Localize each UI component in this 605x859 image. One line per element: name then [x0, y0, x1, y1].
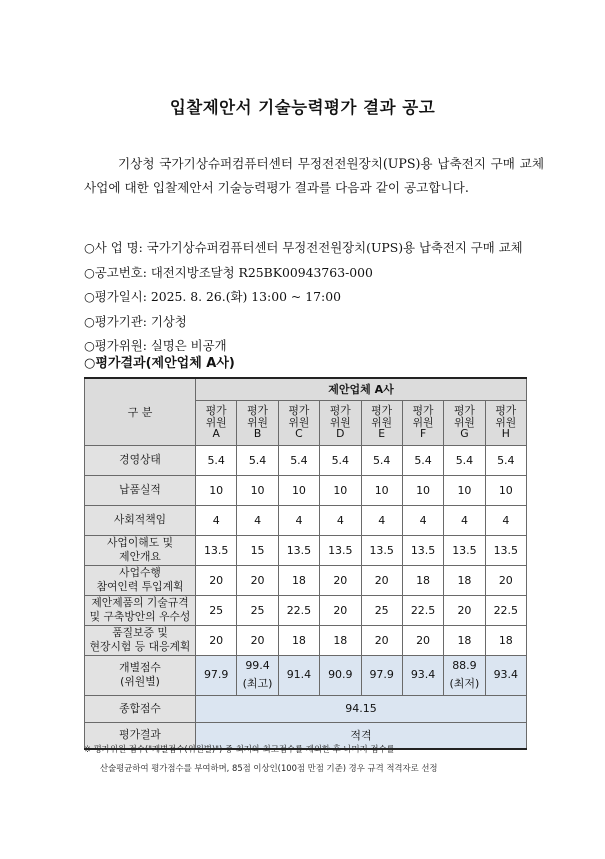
score-cell: 4 — [196, 505, 237, 535]
info-row-project — [84, 237, 523, 262]
info-label: ○평가기관: — [84, 313, 147, 329]
individual-score-row — [85, 655, 527, 695]
score-cell: 18 — [444, 565, 485, 595]
score-cell: 20 — [237, 565, 278, 595]
evaluation-result-label: 평가결과 — [85, 722, 196, 749]
individual-score-cell: 97.9 — [361, 655, 402, 695]
info-list — [84, 237, 523, 360]
document-title: 입찰제안서 기술능력평가 결과 공고 — [169, 98, 436, 117]
score-cell: 5.4 — [320, 445, 361, 475]
max-note: (최고) — [242, 677, 273, 690]
individual-score-cell: 97.9 — [196, 655, 237, 695]
score-cell: 18 — [485, 625, 526, 655]
table-row — [85, 475, 527, 505]
score-cell: 18 — [278, 565, 319, 595]
score-cell: 10 — [278, 475, 319, 505]
score-cell: 13.5 — [278, 535, 319, 565]
total-score-row — [85, 695, 527, 722]
evaluator-header: 평가 위원 G — [444, 400, 485, 445]
total-score-value: 94.15 — [196, 695, 527, 722]
individual-score-cell: 91.4 — [278, 655, 319, 695]
table-row — [85, 595, 527, 625]
row-label: 사회적책임 — [85, 505, 196, 535]
score-cell: 5.4 — [444, 445, 485, 475]
score-cell: 22.5 — [485, 595, 526, 625]
table-row — [85, 535, 527, 565]
score-cell: 20 — [402, 625, 443, 655]
info-value: 실명은 비공개 — [150, 338, 227, 353]
score-cell: 13.5 — [320, 535, 361, 565]
evaluator-header: 평가 위원 F — [402, 400, 443, 445]
score-cell: 20 — [320, 565, 361, 595]
info-row-eval-agency — [84, 311, 523, 336]
row-label: 사업수행 참여인력 투입계획 — [85, 565, 196, 595]
score-cell: 15 — [237, 535, 278, 565]
row-label: 경영상태 — [85, 445, 196, 475]
score-cell: 4 — [361, 505, 402, 535]
row-label: 사업이해도 및 제안개요 — [85, 535, 196, 565]
score-cell: 4 — [402, 505, 443, 535]
score-cell: 18 — [320, 625, 361, 655]
score-cell: 20 — [361, 625, 402, 655]
score-cell: 25 — [361, 595, 402, 625]
score-cell: 5.4 — [196, 445, 237, 475]
score-cell: 25 — [196, 595, 237, 625]
score-cell: 20 — [444, 595, 485, 625]
score-cell: 4 — [278, 505, 319, 535]
score-cell: 18 — [278, 625, 319, 655]
row-label: 개별점수 (위원별) — [85, 655, 196, 695]
category-header: 구 분 — [85, 378, 196, 445]
info-label: ○공고번호: — [84, 264, 147, 280]
table-row — [85, 625, 527, 655]
score-cell: 13.5 — [361, 535, 402, 565]
score-cell: 22.5 — [278, 595, 319, 625]
score-cell: 25 — [237, 595, 278, 625]
footnote — [84, 740, 544, 777]
score-cell: 20 — [485, 565, 526, 595]
score-cell: 18 — [444, 625, 485, 655]
info-value: 기상청 — [150, 313, 187, 329]
info-label: ○평가일시: — [84, 289, 147, 304]
individual-score-cell: 90.9 — [320, 655, 361, 695]
individual-score-cell: 93.4 — [485, 655, 526, 695]
footnote-line-1: ※ 평가위원 점수("개별점수(위원별)") 중 최저와 최고점수를 제외한 후 나머지 점수를 — [84, 744, 395, 754]
table-row — [85, 505, 527, 535]
row-label: 제안제품의 기술규격 및 구축방안의 우수성 — [85, 595, 196, 625]
intro-paragraph: 기상청 국가기상슈퍼컴퓨터센터 무정전전원장치(UPS)용 납축전지 구매 교체 사업에 대한 입찰제안서 기술능력평가 결과를 다음과 같이 공고합니다. — [84, 156, 544, 195]
score-cell: 20 — [361, 565, 402, 595]
info-row-notice-number — [84, 262, 523, 287]
score-cell: 4 — [237, 505, 278, 535]
score-cell: 4 — [320, 505, 361, 535]
individual-score-cell: 99.4 (최고) — [237, 655, 278, 695]
score-cell: 10 — [320, 475, 361, 505]
individual-score-cell: 93.4 — [402, 655, 443, 695]
score-cell: 4 — [485, 505, 526, 535]
score-cell: 20 — [237, 625, 278, 655]
row-label: 납품실적 — [85, 475, 196, 505]
score-cell: 5.4 — [237, 445, 278, 475]
score-cell: 22.5 — [402, 595, 443, 625]
evaluator-header: 평가 위원 A — [196, 400, 237, 445]
info-label: ○사 업 명: — [84, 240, 143, 255]
table-row — [85, 445, 527, 475]
info-value: 국가기상슈퍼컴퓨터센터 무정전전원장치(UPS)용 납축전지 구매 교체 — [146, 240, 523, 255]
score-cell: 10 — [402, 475, 443, 505]
score-cell: 5.4 — [278, 445, 319, 475]
score-cell: 20 — [320, 595, 361, 625]
score-cell: 10 — [237, 475, 278, 505]
score-cell: 18 — [402, 565, 443, 595]
score-cell: 5.4 — [402, 445, 443, 475]
score-cell: 13.5 — [196, 535, 237, 565]
footnote-line-2: 산술평균하여 평가점수를 부여하며, 85점 이상인(100점 만점 기준) 경우 규격 적격자로 선정 — [100, 762, 438, 773]
score-cell: 5.4 — [361, 445, 402, 475]
individual-score-cell: 88.9 (최저) — [444, 655, 485, 695]
score-cell: 10 — [196, 475, 237, 505]
score-cell: 10 — [485, 475, 526, 505]
intro-text — [84, 152, 544, 199]
info-value: 대전지방조달청 R25BK00943763-000 — [150, 264, 373, 280]
score-cell: 13.5 — [485, 535, 526, 565]
score-cell: 20 — [196, 625, 237, 655]
company-header: 제안업체 A사 — [196, 378, 527, 400]
score-cell: 5.4 — [485, 445, 526, 475]
min-note: (최저) — [449, 677, 480, 690]
evaluator-header: 평가 위원 H — [485, 400, 526, 445]
score-cell: 20 — [196, 565, 237, 595]
score-cell: 10 — [444, 475, 485, 505]
total-score-label: 종합점수 — [85, 695, 196, 722]
evaluator-header: 평가 위원 C — [278, 400, 319, 445]
info-label: ○평가위원: — [84, 338, 147, 353]
evaluator-header: 평가 위원 D — [320, 400, 361, 445]
info-value: 2025. 8. 26.(화) 13:00 ~ 17:00 — [150, 289, 341, 304]
evaluator-header: 평가 위원 E — [361, 400, 402, 445]
score-cell: 4 — [444, 505, 485, 535]
score-cell: 13.5 — [402, 535, 443, 565]
table-row — [85, 565, 527, 595]
row-label: 품질보증 및 현장시험 등 대응계획 — [85, 625, 196, 655]
score-cell: 10 — [361, 475, 402, 505]
evaluator-header: 평가 위원 B — [237, 400, 278, 445]
result-heading: ○평가결과(제안업체 A사) — [84, 356, 235, 371]
score-cell: 13.5 — [444, 535, 485, 565]
info-row-eval-date — [84, 286, 523, 311]
evaluation-result-value: 적격 — [196, 722, 527, 749]
evaluation-table — [84, 377, 527, 750]
